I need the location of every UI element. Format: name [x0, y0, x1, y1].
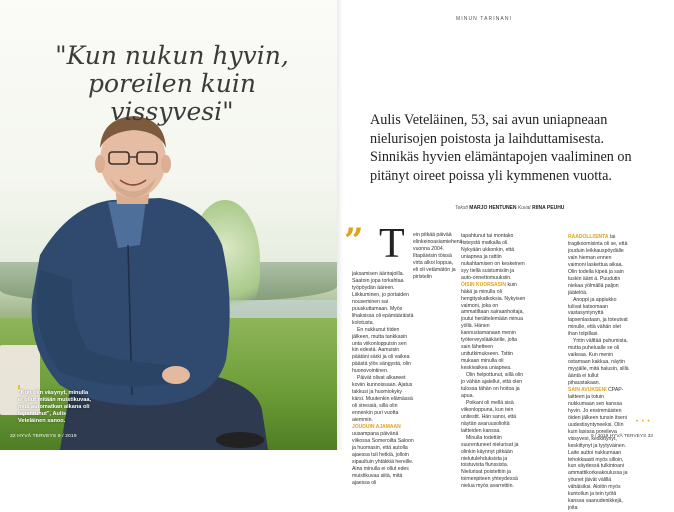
subheading: JOUDUIN AJAMAAN	[352, 423, 401, 430]
page-folio-right: 9 / 2019 HYVÄ TERVEYS 33	[591, 434, 653, 439]
page-folio-left: 32 HYVÄ TERVEYS 9 / 2019	[10, 434, 77, 439]
paragraph: Olin helpottunut, sillä olin jo vähän ajatellut, että olen tulossa tähän on hoitoa ja apua.	[461, 372, 524, 399]
paragraph: Anoppi ja appiukko tulivat katsomaan vastasyntynyttä lapsenlastaan, ja toteutvat minulle, että vähän olet ihan tolpillasi.	[568, 296, 628, 338]
article-column-1-top	[413, 232, 463, 281]
photo-caption-text: "Kun olin väsynyt, minulla ei ollut mitään muistikuvaa, mitä automatkan aikana oli tapahtunut", Aulis Veteläinen sanoo.	[18, 390, 92, 424]
paragraph-text: CPAP-laitteen ja totuin nukkumaan sen kanssa hyvin. Jo ensimmäisten öiden jälkeen tunsin itseni uudestisyntyneeksi. Olin kuin lasissa poreileva vissyvesi, keskittynyt, keskittynyt ja tyytyväinen. Laite auttoi nukkumaan tehokkaasti myös silloin, kun väydessä tulkintoani ammattikorkeakoulussa ja yöunet jäivät välillä vähäisiksi. Aloitin myös kuntoilun ja tein työtä kanssa vaanudenikkejä, joita	[568, 386, 628, 512]
article-column-2	[461, 233, 526, 490]
article-credits	[455, 205, 564, 211]
paragraph	[568, 387, 630, 512]
paragraph: ein pitkää päivää elinkeinoasiamiehenä vuonna 2004. Iltapäivisin töissä virta alkoi loppua, eli oli vetämätön ja piristelin	[413, 232, 463, 280]
article-lead: Aulis Veteläinen, 53, sai avun uniapneaan nielurisojen poistosta ja laihduttamisesta. Sinnikäs hyvien elämäntapojen vaaliminen on pitänyt oireet poissa yli kymmenen vuotta.	[370, 112, 632, 184]
paragraph-text: kuin häkä ja minulla oli hengityskatkoksia. Nykyisen vaimoni, joka on ammatiltaan sairaanhoitaja, joutui herättelemään minua yöllä. Hänen kannustamanaan menin työterveyslääkärille, jolta sain lähetteen unitutkimukseen. Tsttin mukaan minulla oli keskivaikea uniapnea.	[461, 281, 526, 372]
paragraph: Yritin välttää puhumista, mutta puhelualle se oli vaikeaa. Kun menin ostamaan kakkua, näytin myyjälle, mitä halusin, sillä ääntä ei tullut pihaustakaan.	[568, 338, 629, 387]
pull-quote: "Kun nukun hyvin, poreilen kuin vissyvesi"	[55, 41, 289, 126]
subheading: RAADOLLISINTA	[568, 234, 609, 240]
paragraph: Poikani oli mellä sisä viikonloppuna, kun tein unitestit. Hän sanoi, että näytän avaruusolioltä laitteiden kanssa.	[461, 399, 517, 434]
article-column-1	[352, 271, 414, 486]
credit-text-label: Teksti	[455, 205, 468, 211]
paragraph: tapahtunut tai montako risteystä matkalla oli. Nykyään ukkonkin, että uniapnea ja rattiin nukahtamisen on keskeinen syy tiellä suistumisiin ja auto-onnettomuuksiin.	[461, 233, 525, 281]
paragraph: En nukkunut tiiden jälkeen, mutta tankkasin unta viikonloppuisin sen kin edestä. Aamuisin päätäni särki ja oli vaikea päästä ylös sängystä, olin huonovointinen.	[352, 326, 411, 375]
photo-page	[0, 0, 337, 450]
subheading: SAIN AVUKSENI	[568, 386, 607, 393]
paragraph	[568, 234, 630, 297]
paragraph-text: uusampana päivänä viikossa Someroilta Saloon ja huomasin, että autolla ajaessa tuli hetkiä, jolloin sipaultuin yhtäkkiä hereille. Aina minulla ei ollut edes muistikuvaa siitä, mitä ajaessa oli	[352, 430, 414, 486]
section-label: MINUN TARINANI	[456, 16, 513, 22]
credit-photo-name: RIINA PEUHU	[532, 205, 565, 211]
credit-photo-label: Kuvat	[517, 205, 531, 211]
photo-caption	[18, 385, 94, 425]
paragraph	[352, 424, 414, 487]
paragraph: Minulla todettiin suurentuneet nielurisat ja olinkin käynnyt pitkään nielutulehduksista ja toistuvista flunssista. Nielurisat poistettiin ja toimenpiteen yhteydessä nielua myös avarrettiin.	[461, 434, 519, 490]
paragraph-text: tai tragikoomisinta oli se, että jouduin leikkauspöydälle vain hieman ennen vaimoni laskettua aikaa. Olin todella kipeä ja sain tuskin äänt ä. Puudutin niekaa yölmällä paljon jäätelöä.	[568, 234, 628, 296]
continue-dots: • • •	[636, 419, 651, 425]
paragraph: jaksamisen äärirajoilla. Saatoin jopa torkahtaa työpöydän ääreen. Liikkuminen, jo portaiden nouseminen sai puuskuttamaan. Myös lihaksissa oli epämääräistä kolotusta.	[352, 271, 414, 326]
caption-accent-bar	[18, 385, 20, 389]
article-column-3	[568, 234, 630, 512]
subheading: ÖISIN KUORSASIN	[461, 281, 507, 288]
paragraph	[461, 282, 526, 372]
credit-text-name: MARJO HENTUNEN	[469, 205, 517, 211]
quote-mark-ornament: ”	[344, 221, 364, 261]
page-gutter	[337, 0, 343, 450]
paragraph: Päivät olivat alkaneet koviin kunnoissaan. Ajatus takkusi ja huomiokyky kärsi. Muutenkin elämässä oli stressiä, sillä olin ennenkin puri vuotta aiemmin.	[352, 375, 413, 424]
drop-cap: T	[379, 221, 405, 267]
